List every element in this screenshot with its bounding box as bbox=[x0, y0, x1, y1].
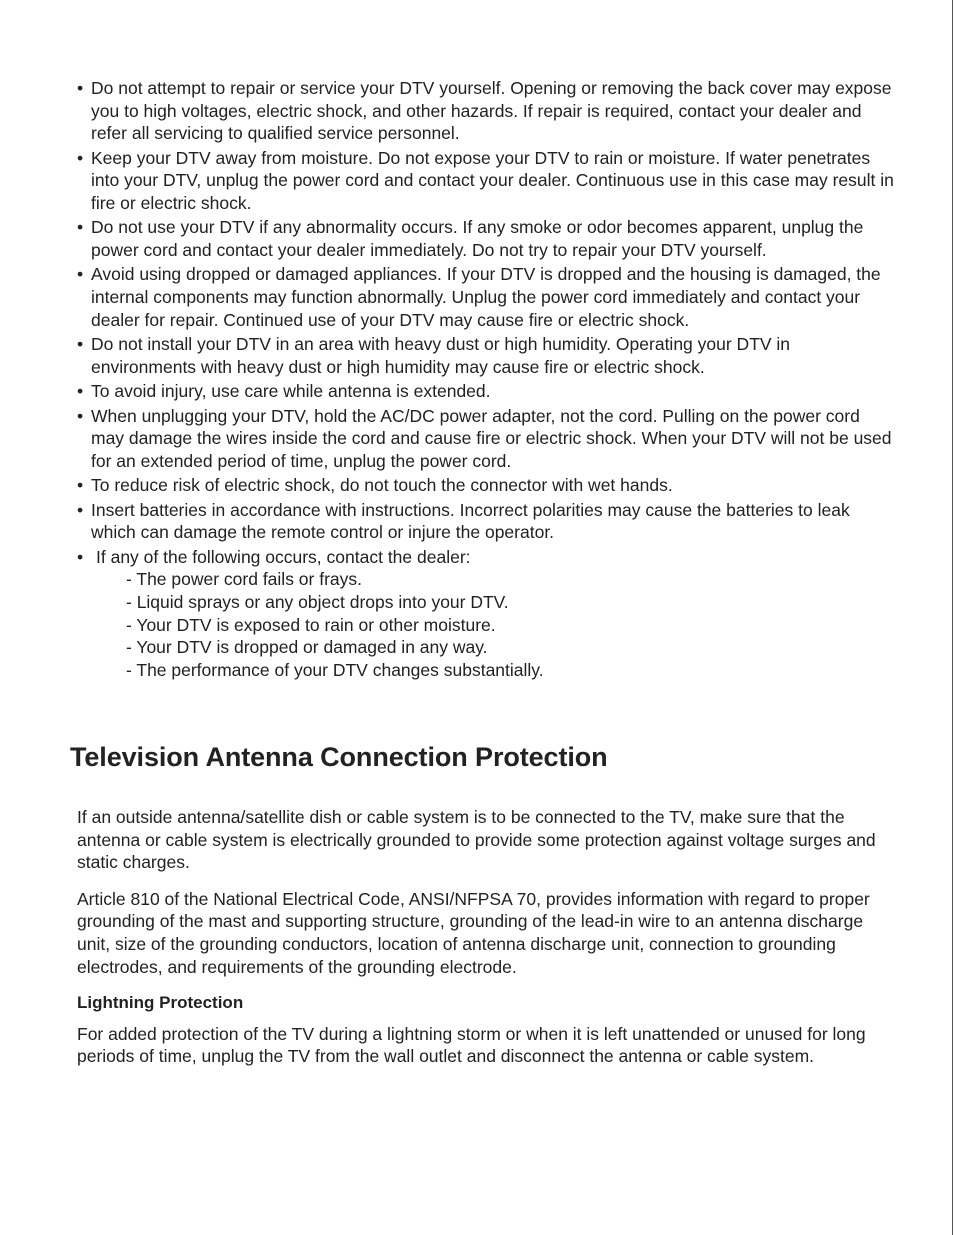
list-item bbox=[77, 147, 897, 215]
sub-list-item: - Liquid sprays or any object drops into your DTV. bbox=[126, 592, 509, 613]
page-edge-rule bbox=[952, 0, 953, 1235]
section-title: Television Antenna Connection Protection bbox=[70, 742, 608, 772]
list-item bbox=[77, 263, 897, 331]
list-item bbox=[77, 474, 897, 497]
section-body bbox=[77, 806, 892, 1082]
bullet-icon: • bbox=[77, 217, 84, 238]
list-item bbox=[77, 333, 897, 378]
paragraph-lightning: For added protection of the TV during a lightning storm or when it is left unattended or unused for long periods of time, unplug the TV from the wall outlet and disconnect the antenna or cable system. bbox=[77, 1023, 866, 1067]
paragraph-nec-article: Article 810 of the National Electrical Code, ANSI/NFPSA 70, provides information with regard to proper grounding of the mast and supporting structure, grounding of the lead-in wire to an antenna discharge unit, size of the grounding conductors, location of antenna discharge unit, connection to grounding electrodes, and requirements of the grounding electrode. bbox=[77, 888, 870, 977]
bullet-icon: • bbox=[77, 475, 84, 496]
list-item-text: Do not install your DTV in an area with heavy dust or high humidity. Operating your DTV in environments with heavy dust or high humidity may cause fire or electric shock. bbox=[91, 334, 791, 377]
sub-list-item: - The performance of your DTV changes substantially. bbox=[126, 659, 544, 680]
list-item-text: Avoid using dropped or damaged appliances. If your DTV is dropped and the housing is damaged, the internal components may function abnormally. Unplug the power cord immediately and contact your dealer for repair. Continued use of your DTV may cause fire or electric shock. bbox=[91, 264, 881, 330]
list-item bbox=[77, 216, 897, 261]
list-item-text: To reduce risk of electric shock, do not touch the connector with wet hands. bbox=[91, 475, 673, 496]
list-item-text: Insert batteries in accordance with instructions. Incorrect polarities may cause the batteries to leak which can damage the remote control or injure the operator. bbox=[91, 499, 850, 543]
list-item bbox=[77, 77, 897, 145]
list-item-text: If any of the following occurs, contact the dealer: bbox=[96, 546, 471, 567]
list-item-text: Do not attempt to repair or service your DTV yourself. Opening or removing the back cover may expose you to high voltages, electric shock, and other hazards. If repair is required, contact your dealer and refer all servicing to qualified service personnel. bbox=[91, 78, 892, 144]
bullet-icon: • bbox=[77, 147, 84, 168]
list-item-text: When unplugging your DTV, hold the AC/DC power adapter, not the cord. Pulling on the power cord may damage the wires inside the cord and cause fire or electric shock. When your DTV will not be used for an extended period of time, unplug the power cord. bbox=[91, 405, 892, 471]
bullet-icon: • bbox=[77, 334, 84, 355]
bullet-icon: • bbox=[77, 264, 84, 285]
bullet-icon: • bbox=[77, 78, 84, 98]
sub-list-item: - Your DTV is dropped or damaged in any way. bbox=[126, 637, 488, 658]
list-item bbox=[77, 405, 897, 473]
safety-bullet-list bbox=[77, 77, 897, 683]
sub-list-item: - Your DTV is exposed to rain or other moisture. bbox=[126, 614, 496, 635]
bullet-icon: • bbox=[77, 405, 84, 426]
list-item bbox=[77, 546, 897, 682]
bullet-icon: • bbox=[77, 381, 84, 402]
subheading-lightning: Lightning Protection bbox=[77, 993, 244, 1013]
list-item-text: Do not use your DTV if any abnormality occurs. If any smoke or odor becomes apparent, unplug the power cord and contact your dealer immediately. Do not try to repair your DTV yourself. bbox=[91, 217, 864, 260]
list-item-text: Keep your DTV away from moisture. Do not expose your DTV to rain or moisture. If water penetrates into your DTV, unplug the power cord and contact your dealer. Continuous use in this case may result in fire or electric shock. bbox=[91, 147, 894, 213]
list-item bbox=[77, 380, 897, 403]
paragraph-grounding: If an outside antenna/satellite dish or cable system is to be connected to the TV, make sure that the antenna or cable system is electrically grounded to provide some protection against voltage surges and static charges. bbox=[77, 807, 876, 873]
dealer-conditions-list bbox=[96, 568, 897, 681]
bullet-icon: • bbox=[77, 499, 84, 520]
list-item-text: To avoid injury, use care while antenna is extended. bbox=[91, 381, 491, 402]
list-item bbox=[77, 499, 897, 544]
sub-list-item: - The power cord fails or frays. bbox=[126, 569, 363, 590]
bullet-icon: • bbox=[77, 546, 84, 567]
